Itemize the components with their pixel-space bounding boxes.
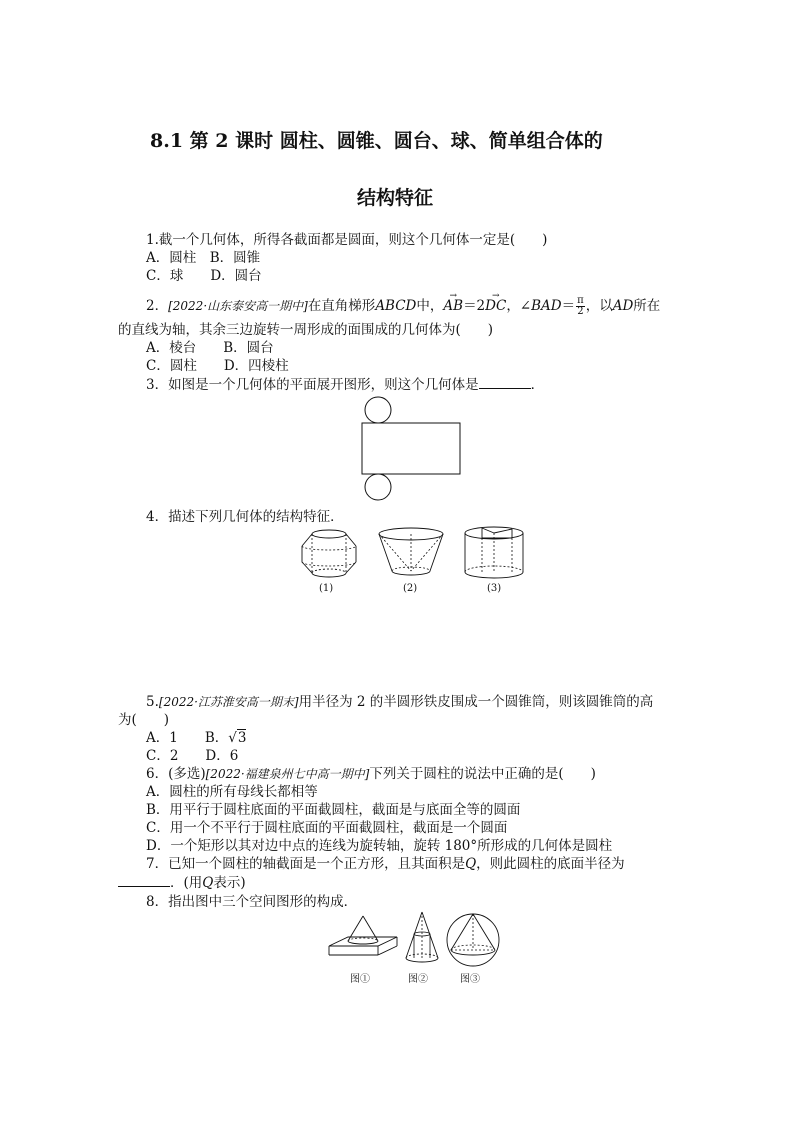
q8-figure-2 bbox=[404, 910, 440, 966]
q6-option-d: D．一个矩形以其对边中点的连线为旋转轴，旋转 180°所形成的几何体是圆柱 bbox=[146, 838, 613, 854]
q8-figure-3 bbox=[443, 912, 503, 968]
q4-figure-3-label: (3) bbox=[487, 583, 502, 594]
q6-source: [2022·福建泉州七中高一期中] bbox=[205, 767, 370, 781]
q3-answer-blank bbox=[479, 376, 531, 389]
q6-stem: 6．(多选)[2022·福建泉州七中高一期中]下列关于圆柱的说法中正确的是( ) bbox=[146, 766, 596, 782]
vector-ab: → AB bbox=[443, 298, 463, 315]
q2-options-ab: A．棱台 B．圆台 bbox=[146, 340, 274, 356]
q1-options-ab: A．圆柱 B．圆锥 bbox=[146, 250, 261, 266]
q4-stem: 4．描述下列几何体的结构特征． bbox=[146, 509, 344, 525]
q5-stem: 5.[2022·江苏淮安高一期末]用半径为 2 的半圆形铁皮围成一个圆锥筒，则该圆锥筒的高 bbox=[146, 694, 654, 710]
q5-source: [2022·江苏淮安高一期末] bbox=[158, 695, 299, 709]
q4-figure-1-label: (1) bbox=[319, 583, 334, 594]
q2-stem-line2: 的直线为轴，其余三边旋转一周形成的面围成的几何体为( ) bbox=[118, 322, 494, 338]
q8-figure-1 bbox=[326, 914, 400, 966]
q4-figure-2 bbox=[376, 526, 446, 582]
q4-figure-2-label: (2) bbox=[403, 583, 418, 594]
q7-stem-line2: ．(用Q表示) bbox=[118, 874, 246, 892]
q7-stem: 7．已知一个圆柱的轴截面是一个正方形，且其面积是Q，则此圆柱的底面半径为 bbox=[146, 856, 625, 872]
q6-option-b: B．用平行于圆柱底面的平面截圆柱，截面是与底面全等的圆面 bbox=[146, 802, 521, 818]
q6-option-a: A．圆柱的所有母线长都相等 bbox=[146, 784, 318, 800]
q6-option-c: C．用一个不平行于圆柱底面的平面截圆柱，截面是一个圆面 bbox=[146, 820, 508, 836]
sqrt-3: 3 bbox=[237, 730, 247, 746]
q2-source: [2022·山东泰安高一期中] bbox=[168, 299, 308, 313]
q8-stem: 8．指出图中三个空间图形的构成． bbox=[146, 894, 358, 910]
q4-figure-3 bbox=[462, 524, 526, 582]
page-title-line2: 结构特征 bbox=[357, 187, 434, 209]
q5-options-cd: C．2 D．6 bbox=[146, 748, 239, 764]
q8-figure-1-label: 图① bbox=[350, 974, 370, 985]
q8-figure-3-label: 图③ bbox=[460, 974, 480, 985]
q5-options-ab: A．1 B．√3 bbox=[146, 730, 247, 746]
q7-answer-blank bbox=[118, 874, 170, 887]
vector-dc: → DC bbox=[485, 298, 506, 315]
q2-options-cd: C．圆柱 D．四棱柱 bbox=[146, 358, 289, 374]
q2-stem: 2．[2022·山东泰安高一期中]在直角梯形ABCD中，→ AB＝2→ DC，∠BAD＝ $\frac{\pi}{2}$ ，以AD所在 bbox=[146, 296, 660, 317]
cylinder-net-figure bbox=[355, 395, 467, 505]
q3-stem: 3．如图是一个几何体的平面展开图形，则这个几何体是 ． bbox=[146, 377, 545, 393]
q5-stem-line2: 为( ) bbox=[118, 712, 170, 728]
q4-figure-1 bbox=[298, 526, 360, 582]
q1-stem: 1.截一个几何体，所得各截面都是圆面，则这个几何体一定是( ) bbox=[146, 232, 548, 248]
page-title-line1: 8.1 第 2 课时 圆柱、圆锥、圆台、球、简单组合体的 bbox=[150, 130, 603, 152]
q1-options-cd: C．球 D．圆台 bbox=[146, 268, 262, 284]
q8-figure-2-label: 图② bbox=[408, 974, 428, 985]
fraction-pi-over-2: $\frac{\pi}{2}$ bbox=[577, 295, 584, 317]
